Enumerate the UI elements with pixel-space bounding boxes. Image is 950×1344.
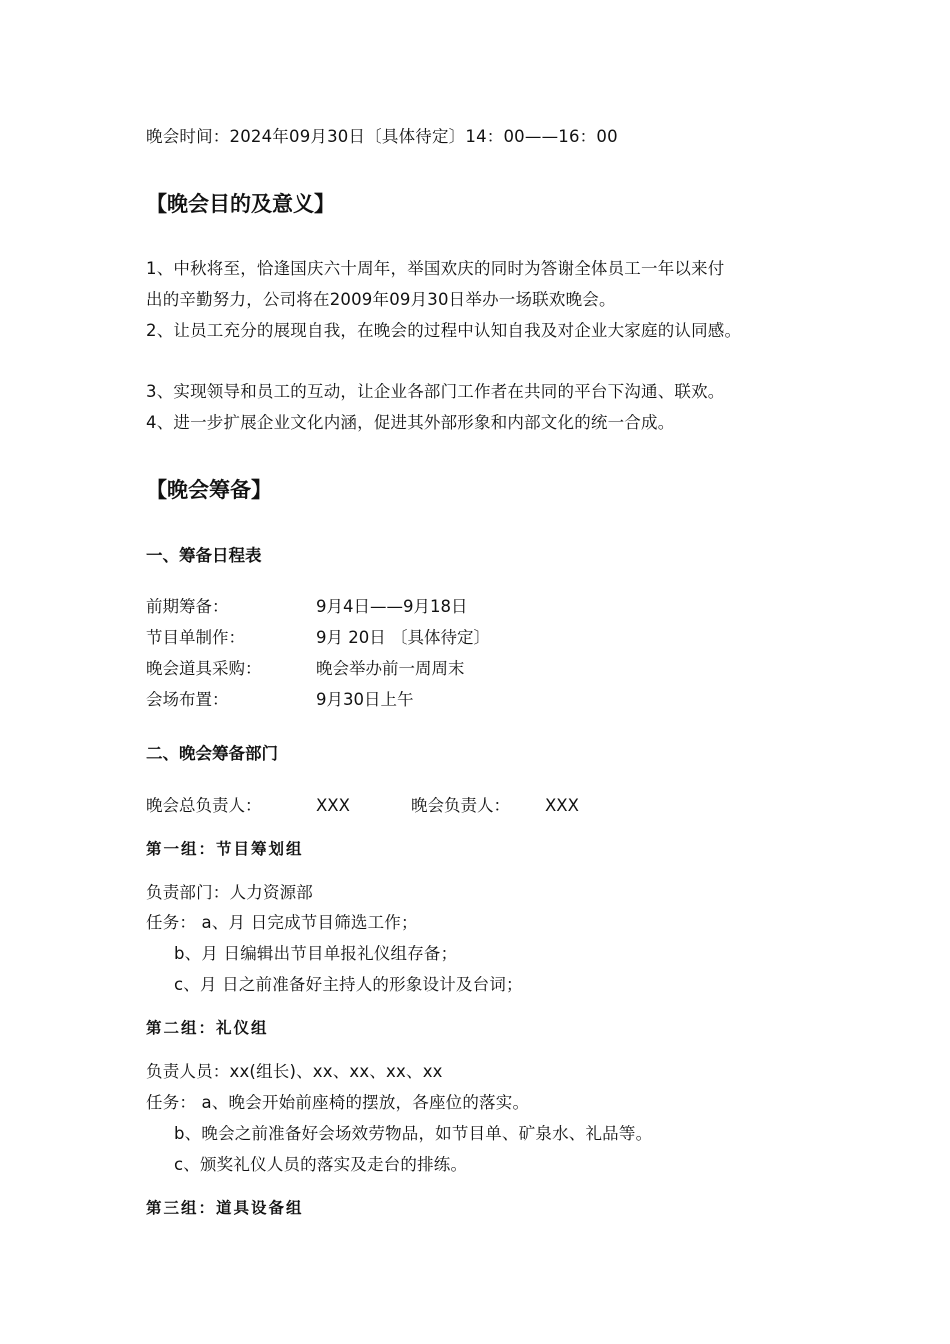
schedule-row: [0, 658, 950, 680]
group-owner: 负责部门：人力资源部: [146, 883, 313, 902]
schedule-value: 9月 20日 〔具体待定〕: [316, 628, 490, 647]
schedule-value: 9月30日上午: [316, 690, 414, 709]
host-value: XXX: [545, 796, 579, 815]
group-task: 任务： a、月 日完成节目筛选工作；: [146, 913, 418, 932]
group-title: 第三组：道具设备组: [146, 1199, 304, 1217]
schedule-label: 前期筹备：: [146, 597, 229, 616]
lead-label: 晚会总负责人：: [146, 796, 262, 815]
group-task: b、月 日编辑出节目单报礼仪组存备；: [174, 944, 458, 963]
host-label: 晚会负责人：: [411, 796, 510, 815]
schedule-row: [0, 689, 950, 711]
schedule-row: [0, 627, 950, 649]
leaders-row: [0, 795, 950, 817]
purpose-heading: 【晚会目的及意义】: [146, 192, 335, 216]
group-task: b、晚会之前准备好会场效劳物品，如节目单、矿泉水、礼品等。: [174, 1124, 653, 1143]
group-title: 第二组：礼仪组: [146, 1019, 269, 1037]
group-title: 第一组：节目筹划组: [146, 840, 304, 858]
prep-heading: 【晚会筹备】: [146, 478, 272, 502]
schedule-label: 节目单制作：: [146, 628, 245, 647]
schedule-heading: 一、筹备日程表: [146, 546, 262, 565]
schedule-row: [0, 596, 950, 618]
purpose-item: 1、中秋将至，恰逢国庆六十周年，举国欢庆的同时为答谢全体员工一年以来付: [146, 259, 725, 278]
purpose-item: 3、实现领导和员工的互动，让企业各部门工作者在共同的平台下沟通、联欢。: [146, 382, 725, 401]
schedule-label: 会场布置：: [146, 690, 229, 709]
group-task: c、月 日之前准备好主持人的形象设计及台词；: [174, 975, 523, 994]
schedule-value: 9月4日——9月18日: [316, 597, 468, 616]
group-task: 任务： a、晚会开始前座椅的摆放，各座位的落实。: [146, 1093, 530, 1112]
schedule-value: 晚会举办前一周周末: [316, 659, 465, 678]
departments-heading: 二、晚会筹备部门: [146, 744, 278, 763]
purpose-item: 4、进一步扩展企业文化内涵，促进其外部形象和内部文化的统一合成。: [146, 413, 675, 432]
group-owner: 负责人员：xx(组长)、xx、xx、xx、xx: [146, 1062, 443, 1081]
purpose-item: 出的辛勤努力，公司将在2009年09月30日举办一场联欢晚会。: [146, 290, 616, 309]
purpose-item: 2、让员工充分的展现自我，在晚会的过程中认知自我及对企业大家庭的认同感。: [146, 321, 742, 340]
schedule-label: 晚会道具采购：: [146, 659, 262, 678]
event-time: 晚会时间：2024年09月30日〔具体待定〕14：00——16：00: [146, 127, 618, 146]
lead-value: XXX: [316, 796, 350, 815]
group-task: c、颁奖礼仪人员的落实及走台的排练。: [174, 1155, 468, 1174]
